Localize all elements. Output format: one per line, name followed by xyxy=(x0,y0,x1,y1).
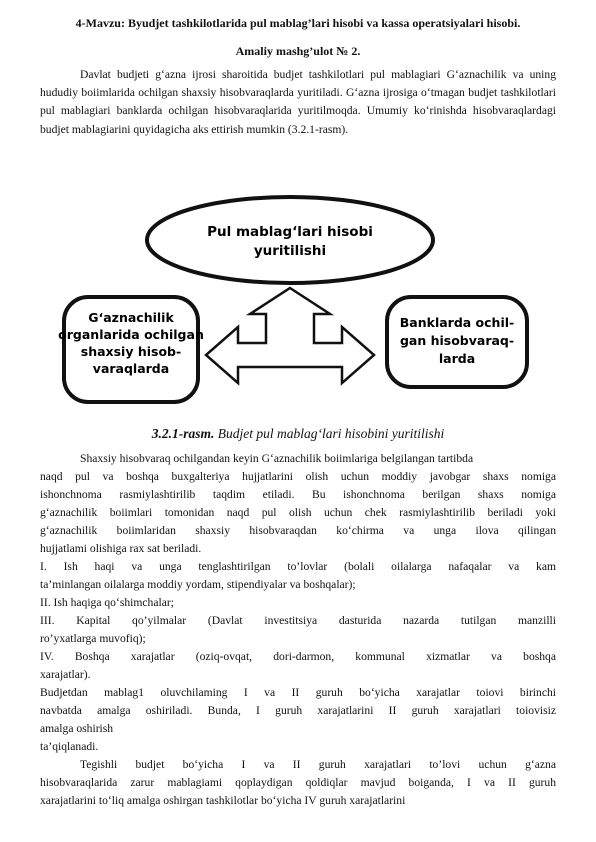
right-label-line2: gan hisobvaraq- xyxy=(399,333,515,348)
body-line: ta’minlangan oilalarga moddiy yordam, stipendiyalar va boshqalar); xyxy=(40,578,356,591)
body-line: Budjetdan mablag1 oluvchilaming I va II guruh bo‘yicha xarajatlar toiovi birinchi xyxy=(40,686,556,699)
top-label-line2: yuritilishi xyxy=(253,243,327,259)
body-line: amalga oshirish xyxy=(40,722,114,735)
body-line: III. Kapital qo’yilmalar (Davlat investitsiya dasturida nazarda tutilgan manzilli xyxy=(40,614,556,627)
three-way-arrow xyxy=(206,288,374,383)
body-line: navbatda amalga oshiriladi. Bunda, I guruh xarajatlarini II guruh xarajatlari toiovisiz xyxy=(40,704,556,717)
body-line: Tegishli budjet bo‘yicha I va II guruh xarajatlari to’lovi uchun g‘azna xyxy=(80,758,556,771)
body-line: xarajatlar). xyxy=(40,668,91,681)
figure-caption xyxy=(40,426,556,442)
body-line: I. Ish haqi va unga tenglashtirilgan to’lovlar (bolali oilalarga nafaqalar va kam xyxy=(40,560,556,573)
caption-text: Budjet pul mablag‘lari hisobini yuritilishi xyxy=(217,426,445,441)
body-line: naqd pul va boshqa buxgalteriya hujjatlarini olish uchun moddiy javobgar shaxs nomiga xyxy=(40,470,556,483)
body-line: ro’yxatlarga muvofiq); xyxy=(40,632,146,645)
body-line: hisobvaraqlarida zarur mablagiami qoplaydigan qoldiqlar mavjud boiganda, I va II guruh xyxy=(40,776,556,789)
top-label-line1: Pul mablag‘lari hisobi xyxy=(207,224,373,240)
body-line: Shaxsiy hisobvaraq ochilgandan keyin G‘aznachilik boiimlariga belgilangan tartibda xyxy=(80,452,474,465)
document-subtitle: Amaliy mashg’ulot № 2. xyxy=(235,44,361,58)
caption-label: 3.2.1-rasm. xyxy=(151,426,215,441)
document-title: 4-Mavzu: Byudjet tashkilotlarida pul mablag’lari hisobi va kassa operatsiyalari hisobi. xyxy=(75,16,521,30)
figure-diagram xyxy=(40,192,556,422)
body-line: xarajatlarini to‘liq amalga oshirgan tashkilotlar bo‘yicha IV guruh xarajatlarini xyxy=(40,794,406,807)
right-label-line1: Banklarda ochil- xyxy=(399,315,515,330)
left-label-line4: varaqlarda xyxy=(92,361,170,376)
left-label-line1: G‘aznachilik xyxy=(88,310,174,325)
body-line: hujjatlami olishiga rax sat beriladi. xyxy=(40,542,202,555)
body-line: IV. Boshqa xarajatlar (oziq-ovqat, dori-darmon, kommunal xizmatlar va boshqa xyxy=(40,650,556,663)
left-label-line2: organlarida ochilgan xyxy=(58,327,204,342)
top-ellipse xyxy=(147,197,433,283)
body-line: II. Ish haqiga qo‘shimchalar; xyxy=(40,596,174,609)
body-line: g‘aznachilik boiimlari tomonidan naqd pul olish uchun chek rasmiylashtirilib beriladi yoki xyxy=(40,506,556,519)
body-line: g‘aznachilik boiimlaridan shaxsiy hisobvaraqdan ko‘chirma va unga ilova qilingan xyxy=(40,524,556,537)
intro-paragraph: Davlat budjeti g‘azna ijrosi sharoitida budjet tashkilotlari pul mablagiari G‘aznachilik va uning hududiy boiimlarida ochilgan shaxsiy hisobvaraqlarda yuritiladi. G‘azna ijrosiga o‘tmagan budjet tashkilotlari pul mablagiari banklarda ochilgan hisobvaraqlarida yuritilmoqda. Umumiy ko‘rinishda hisobvaraqlardagi budjet mablagiarini quyidagicha aks ettirish mumkin (3.2.1-rasm). xyxy=(40,68,556,136)
right-label-line3: larda xyxy=(438,351,476,366)
body-line: ta’qiqlanadi. xyxy=(40,740,99,753)
body-line: ishonchnoma rasmiylashtirilib taqdim etiladi. Bu ishonchnoma berilgan shaxs nomiga xyxy=(40,488,556,501)
left-label-line3: shaxsiy hisob- xyxy=(80,344,182,359)
